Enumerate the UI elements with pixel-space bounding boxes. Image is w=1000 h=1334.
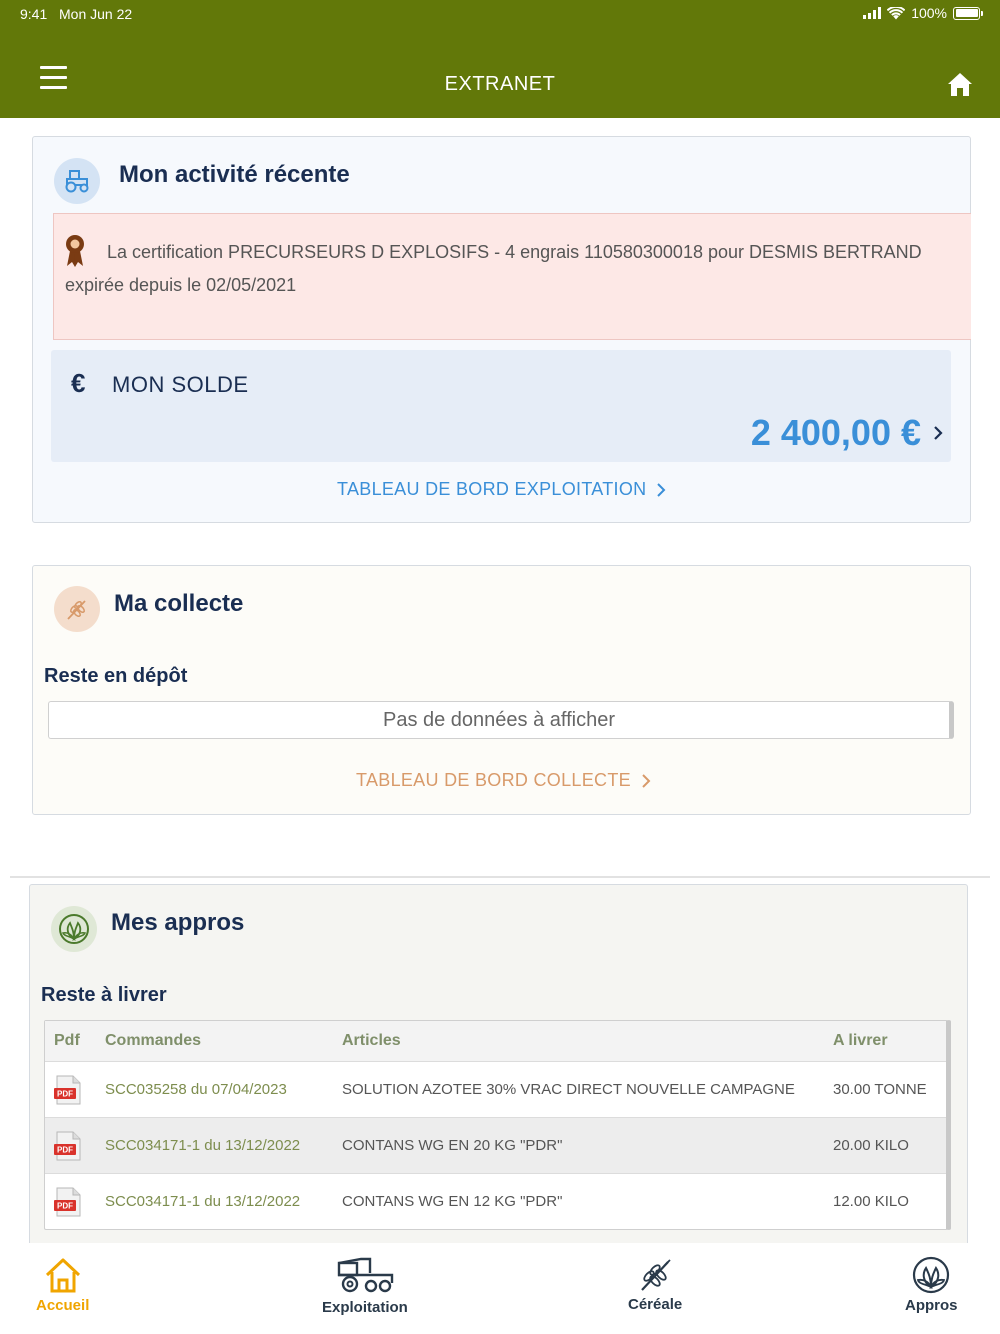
certification-alert — [53, 213, 971, 340]
col-pdf-header: Pdf — [54, 1032, 80, 1049]
appros-card — [29, 884, 968, 1264]
solde-panel[interactable] — [51, 350, 951, 462]
tab-exploitation-label: Exploitation — [322, 1299, 408, 1316]
section-divider — [10, 876, 990, 878]
tab-cereale[interactable] — [628, 1256, 682, 1313]
signal-icon — [863, 7, 881, 19]
pdf-icon[interactable] — [54, 1075, 82, 1105]
tab-accueil-label: Accueil — [36, 1297, 90, 1314]
table-row[interactable] — [45, 1173, 946, 1229]
a-livrer-cell: 12.00 KILO — [833, 1193, 909, 1210]
table-header — [45, 1021, 946, 1061]
a-livrer-cell: 30.00 TONNE — [833, 1081, 927, 1098]
col-a-livrer-header: A livrer — [833, 1032, 888, 1049]
collecte-dashboard-label: TABLEAU DE BORD COLLECTE — [356, 770, 631, 790]
table-row[interactable] — [45, 1061, 946, 1117]
tab-appros-label: Appros — [905, 1297, 958, 1314]
pdf-icon[interactable] — [54, 1131, 82, 1161]
commande-cell[interactable]: SCC034171-1 du 13/12/2022 — [105, 1137, 301, 1154]
bottom-tab-bar — [0, 1243, 1000, 1334]
collecte-dashboard-link[interactable] — [356, 770, 651, 791]
home-icon[interactable] — [946, 70, 974, 98]
tab-accueil[interactable] — [36, 1255, 89, 1314]
exploitation-dashboard-link[interactable] — [337, 479, 666, 500]
empty-state: Pas de données à afficher — [48, 701, 954, 739]
battery-icon — [953, 7, 980, 20]
top-bar — [0, 0, 1000, 118]
wheat-icon — [54, 586, 100, 632]
table-row[interactable] — [45, 1117, 946, 1173]
tractor-icon — [334, 1253, 396, 1297]
article-cell: CONTANS WG EN 20 KG "PDR" — [342, 1137, 563, 1154]
battery-percent: 100% — [911, 5, 947, 21]
leaf-icon — [911, 1255, 951, 1295]
col-commandes-header: Commandes — [105, 1032, 202, 1049]
orders-table — [44, 1020, 951, 1230]
appros-subtitle: Reste à livrer — [41, 984, 167, 1006]
exploitation-dashboard-label: TABLEAU DE BORD EXPLOITATION — [337, 479, 647, 499]
activity-card — [32, 136, 971, 523]
tab-exploitation[interactable] — [322, 1253, 408, 1316]
solde-amount: 2 400,00 € — [750, 412, 921, 453]
pdf-icon[interactable] — [54, 1187, 82, 1217]
home-outline-icon — [43, 1255, 83, 1295]
wheat-icon — [636, 1256, 674, 1294]
tab-cereale-label: Céréale — [628, 1296, 683, 1313]
chevron-right-icon[interactable] — [933, 425, 943, 441]
status-date: Mon Jun 22 — [59, 6, 133, 22]
a-livrer-cell: 20.00 KILO — [833, 1137, 909, 1154]
solde-label: MON SOLDE — [112, 372, 249, 397]
wifi-icon — [887, 7, 905, 20]
activity-title: Mon activité récente — [119, 161, 350, 188]
chevron-right-icon — [641, 773, 651, 789]
status-time: 9:41 — [20, 6, 48, 22]
collecte-title: Ma collecte — [114, 590, 244, 617]
chevron-right-icon — [656, 482, 666, 498]
commande-cell[interactable]: SCC035258 du 07/04/2023 — [105, 1081, 287, 1098]
article-cell: SOLUTION AZOTEE 30% VRAC DIRECT NOUVELLE CAMPAGNE — [342, 1081, 795, 1098]
tractor-icon — [54, 158, 100, 204]
alert-text: La certification PRECURSEURS D EXPLOSIFS - 4 engrais 110580300018 pour DESMIS BERTRAND expirée depuis le 02/05/2021 — [65, 242, 922, 295]
svg-text:PDF: PDF — [57, 1201, 73, 1210]
leaf-icon — [51, 906, 97, 952]
euro-icon: € — [71, 368, 86, 398]
commande-cell[interactable]: SCC034171-1 du 13/12/2022 — [105, 1193, 301, 1210]
article-cell: CONTANS WG EN 12 KG "PDR" — [342, 1193, 563, 1210]
status-indicators — [863, 5, 980, 21]
col-articles-header: Articles — [342, 1032, 401, 1049]
appros-title: Mes appros — [111, 909, 245, 936]
collecte-subtitle: Reste en dépôt — [44, 665, 188, 687]
collecte-card — [32, 565, 971, 815]
svg-text:PDF: PDF — [57, 1145, 73, 1154]
svg-text:PDF: PDF — [57, 1089, 73, 1098]
page-title: EXTRANET — [444, 73, 556, 95]
tab-appros[interactable] — [905, 1255, 958, 1314]
